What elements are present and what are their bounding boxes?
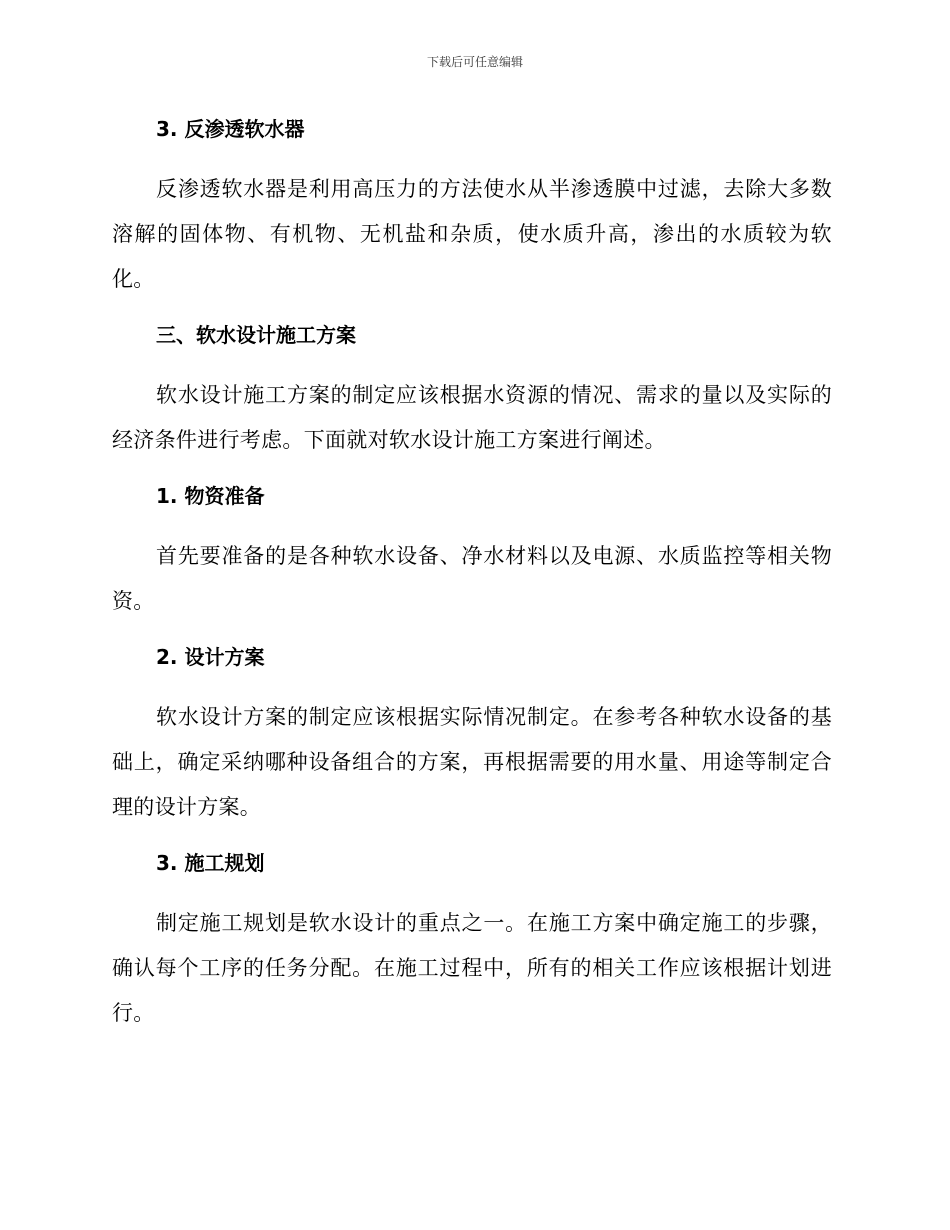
spacer — [112, 354, 832, 373]
paragraph-ro-softener: 反渗透软水器是利用高压力的方法使水从半渗透膜中过滤，去除大多数溶解的固体物、有机物、无机盐和杂质，使水质升高，渗出的水质较为软化。 — [112, 177, 832, 291]
spacer — [112, 882, 832, 901]
paragraph-design-scheme: 软水设计方案的制定应该根据实际情况制定。在参考各种软水设备的基础上，确定采纳哪种设备组合的方案，再根据需要的用水量、用途等制定合理的设计方案。 — [112, 705, 832, 819]
spacer — [112, 302, 832, 316]
spacer — [112, 676, 832, 695]
paragraph-construction-plan: 制定施工规划是软水设计的重点之一。在施工方案中确定施工的步骤，确认每个工序的任务分配。在施工过程中，所有的相关工作应该根据计划进行。 — [112, 911, 832, 1025]
document-body — [112, 110, 832, 1036]
spacer — [112, 463, 832, 477]
section-heading-construction-plan: 3. 施工规划 — [156, 851, 265, 875]
section-heading-design-scheme: 2. 设计方案 — [156, 645, 265, 669]
spacer — [112, 624, 832, 638]
paragraph-materials: 首先要准备的是各种软水设备、净水材料以及电源、水质监控等相关物资。 — [112, 544, 832, 613]
spacer — [112, 515, 832, 534]
spacer — [112, 830, 832, 844]
paragraph-design-plan: 软水设计施工方案的制定应该根据水资源的情况、需求的量以及实际的经济条件进行考虑。下面就对软水设计施工方案进行阐述。 — [112, 383, 832, 452]
header-note: 下载后可任意编辑 — [426, 55, 523, 69]
section-heading-ro-softener: 3. 反渗透软水器 — [156, 117, 305, 141]
spacer — [112, 148, 832, 167]
section-heading-design-plan: 三、软水设计施工方案 — [156, 323, 356, 347]
section-heading-materials: 1. 物资准备 — [156, 484, 265, 508]
